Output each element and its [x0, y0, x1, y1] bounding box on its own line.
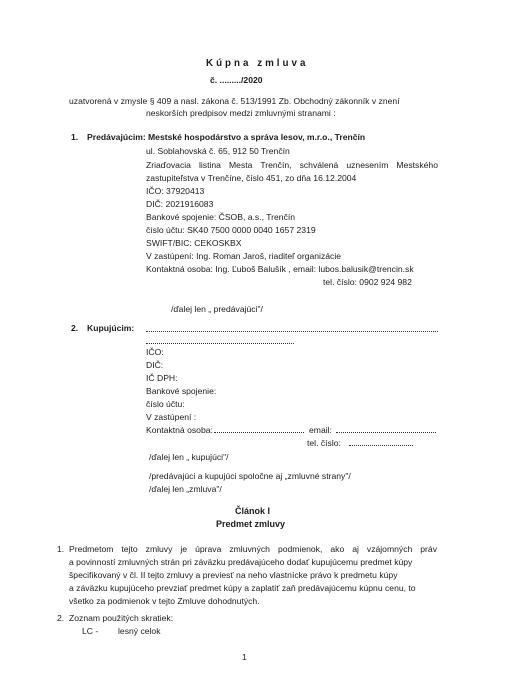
buyer-bank-label: Bankové spojenie: [146, 386, 217, 396]
parties-together: /predávajúci a kupujúci spoločne aj „zmluvné strany"/ [149, 471, 351, 481]
article-item-number-2: 2. [57, 613, 65, 623]
buyer-contact-dots [214, 424, 304, 433]
buyer-phone-label: tel. číslo: [307, 438, 341, 448]
article-subheading: Predmet zmluvy [216, 519, 286, 529]
seller-dic: DIČ: 2021916083 [146, 199, 214, 209]
abbreviation-text: lesný celok [118, 626, 161, 636]
article-p1-line-1: Predmetom tejto zmluvy je úprava zmluvných podmienok, ako aj vzájomných práv [69, 544, 437, 554]
seller-name: Mestské hospodárstvo a správa lesov, m.r.o., Trenčín [148, 132, 366, 142]
intro-line-1: uzatvorená v zmysle § 409 a nasl. zákona č. 513/1991 Zb. Obchodný zákonník v znení [69, 96, 400, 106]
seller-label: Predávajúcim: [87, 132, 146, 142]
buyer-number: 2. [71, 323, 79, 333]
article-heading: Článok I [235, 506, 271, 516]
seller-bank: Bankové spojenie: ČSOB, a.s., Trenčín [146, 212, 296, 222]
buyer-ico-label: IČO: [146, 347, 164, 357]
seller-swift: SWIFT/BIC: CEKOSKBX [146, 238, 242, 248]
buyer-icdph-label: IČ DPH: [146, 373, 178, 383]
article-p1-line-3: špecifikovaný v čl. II tejto zmluvy a previesť na neho vlastnícke právo k predmetu kúpy [69, 570, 398, 580]
buyer-further: /ďalej len „ kupujúci"/ [149, 452, 229, 462]
buyer-email-dots [336, 424, 436, 433]
buyer-email-label: email: [309, 425, 332, 435]
buyer-label: Kupujúcim: [87, 323, 135, 333]
buyer-dic-label: DIČ: [146, 360, 164, 370]
buyer-name-line-1 [146, 323, 438, 332]
buyer-account-label: číslo účtu: [146, 399, 185, 409]
seller-number: 1. [71, 132, 79, 142]
buyer-contact-label: Kontaktná osoba: [146, 425, 213, 435]
intro-line-2: neskorších predpisov medzi zmluvnými stranami : [146, 108, 336, 118]
buyer-representative-label: V zastúpení : [146, 412, 197, 422]
seller-phone: tel. číslo: 0902 924 982 [323, 277, 412, 287]
article-p2: Zoznam použitých skratiek: [69, 613, 174, 623]
seller-contact: Kontaktná osoba: Ing. Ľuboš Balušík , email: lubos.balusik@trencin.sk [146, 264, 414, 274]
contract-number: č. ........./2020 [210, 75, 263, 85]
seller-founding-doc: Zriaďovacia listina Mesta Trenčín, schválená uznesením Mestského [146, 160, 438, 170]
page-number: 1 [242, 652, 247, 662]
seller-further: /ďalej len „ predávajúci"/ [171, 304, 263, 314]
abbreviation-code: LC - [82, 626, 99, 636]
seller-address: ul. Soblahovská č. 65, 912 50 Trenčín [146, 146, 290, 156]
article-p1-line-4: a záväzku kupujúceho prevziať predmet kúpy a zaplatiť zaň predávajúcemu kúpnu cenu, to [69, 583, 416, 593]
seller-ico: IČO: 37920413 [146, 186, 205, 196]
buyer-name-line-2 [146, 335, 294, 344]
article-item-number-1: 1. [57, 544, 65, 554]
contract-further: /ďalej len „zmluva"/ [149, 484, 222, 494]
seller-representative: V zastúpení: Ing. Roman Jaroš, riaditeľ organizácie [146, 251, 342, 261]
document-title: Kúpna zmluva [206, 58, 309, 69]
seller-council: zastupiteľstva v Trenčíne, číslo 451, zo dňa 16.12.2004 [146, 173, 357, 183]
buyer-phone-dots [349, 437, 413, 446]
seller-account: číslo účtu: SK40 7500 0000 0040 1657 2319 [146, 225, 316, 235]
article-p1-line-2: a povinností zmluvných strán pri záväzku predávajúceho dodať kupujúcemu predmet kúpy [69, 557, 413, 567]
article-p1-line-5: všetko za podmienok v tejto Zmluve dohodnutých. [69, 596, 260, 606]
